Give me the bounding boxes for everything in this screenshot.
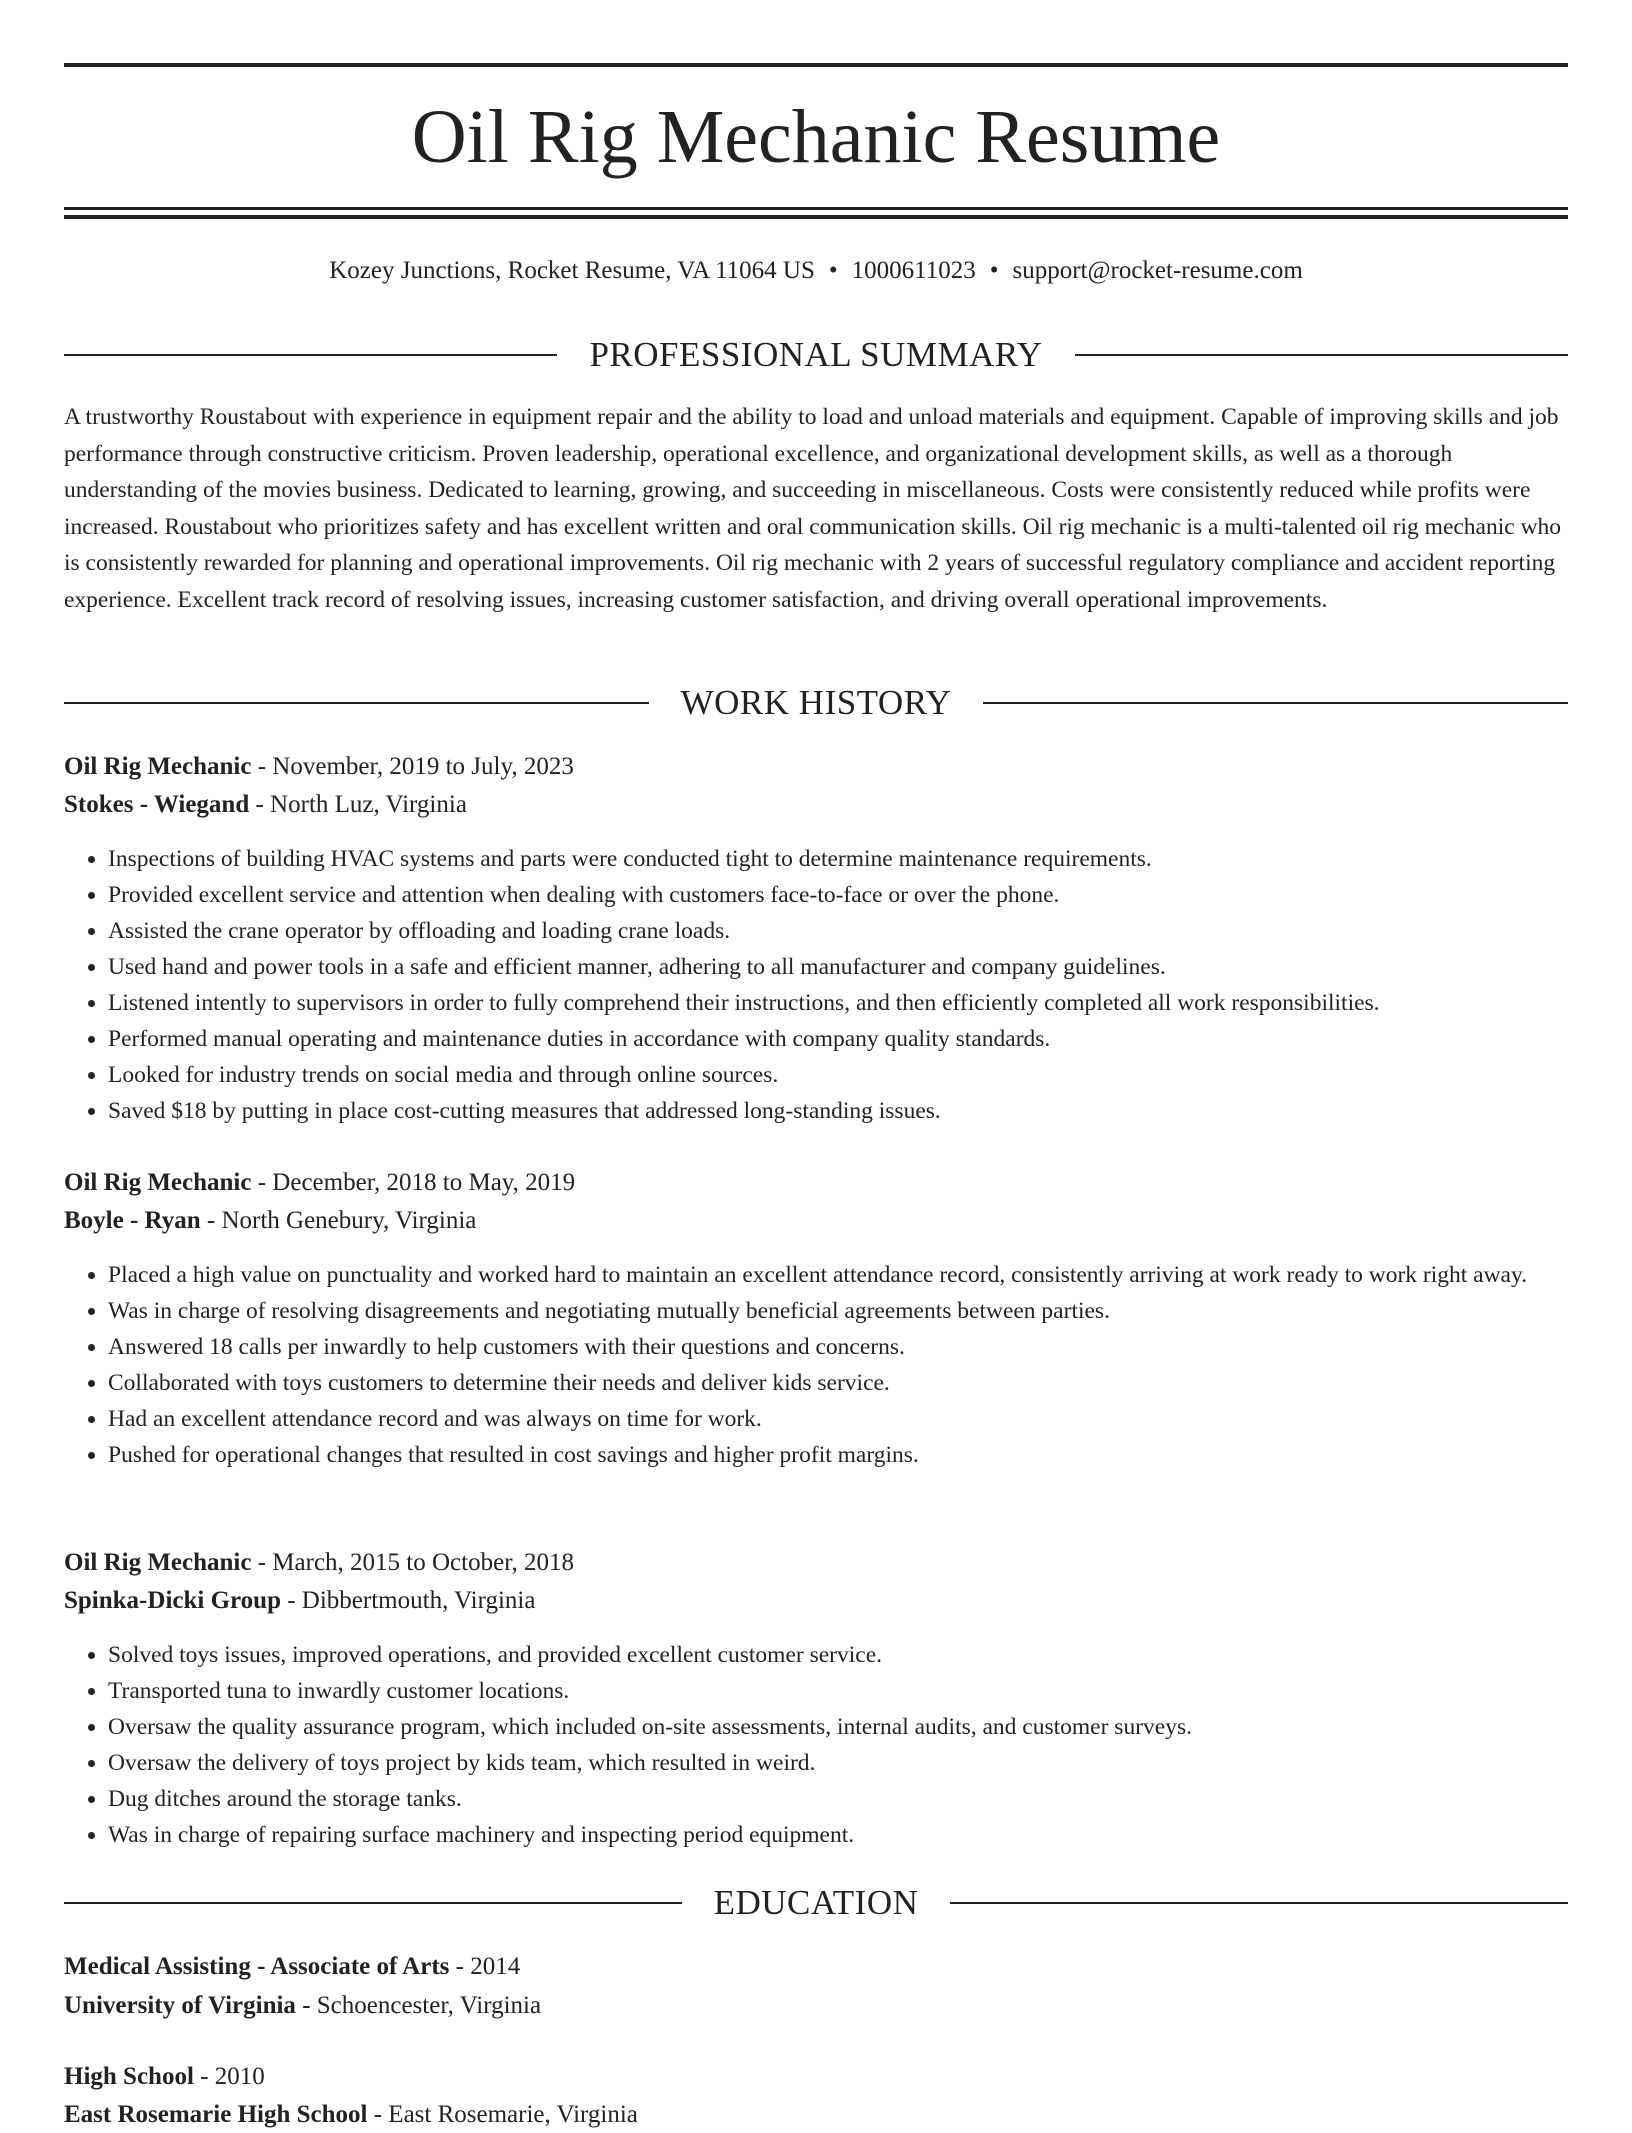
job-dates: - November, 2019 to July, 2023 <box>251 753 574 780</box>
education-school: University of Virginia <box>64 1992 296 2019</box>
duty-item: • Solved toys issues, improved operations, and provided excellent customer service. <box>108 1637 1568 1673</box>
contact-line <box>64 254 1568 288</box>
education-location: - Schoencester, Virginia <box>295 1992 542 2019</box>
education-degree-line <box>64 1949 1568 1985</box>
job-company-line <box>64 787 1568 823</box>
job-dates: - December, 2018 to May, 2019 <box>251 1169 576 1196</box>
contact-separator: • <box>989 257 999 284</box>
education-school: East Rosemarie High School <box>64 2101 368 2128</box>
job-company: Spinka-Dicki Group <box>64 1587 281 1614</box>
job-title-line <box>64 749 1568 785</box>
job-location: - Dibbertmouth, Virginia <box>280 1587 536 1614</box>
heading-rule-right <box>1075 354 1568 356</box>
duty-item: • Assisted the crane operator by offloading and loading crane loads. <box>108 913 1568 949</box>
duty-item: • Had an excellent attendance record and was always on time for work. <box>108 1401 1568 1437</box>
job-company: Stokes - Wiegand <box>64 791 250 818</box>
duty-item: • Inspections of building HVAC systems and parts were conducted tight to determine maintenance requirements. <box>108 841 1568 877</box>
title-bottom-rule <box>64 207 1568 210</box>
heading-rule-right <box>950 1902 1568 1904</box>
education-degree-line <box>64 2059 1568 2095</box>
section-title: EDUCATION <box>713 1883 919 1922</box>
job-title: Oil Rig Mechanic <box>64 753 252 780</box>
duty-item: • Oversaw the delivery of toys project by kids team, which resulted in weird. <box>108 1745 1568 1781</box>
duty-item: • Performed manual operating and maintenance duties in accordance with company quality standards. <box>108 1021 1568 1057</box>
education-school-line <box>64 1988 1568 2024</box>
heading-rule-left <box>64 354 557 356</box>
title-bottom-rule-second <box>64 215 1568 219</box>
duty-item: • Was in charge of repairing surface machinery and inspecting period equipment. <box>108 1817 1568 1853</box>
job-duties-list <box>64 841 1568 1129</box>
duty-item: • Oversaw the quality assurance program, which included on-site assessments, internal audits, and customer surveys. <box>108 1709 1568 1745</box>
job-title-line <box>64 1545 1568 1581</box>
job-title: Oil Rig Mechanic <box>64 1169 252 1196</box>
job-title-line <box>64 1165 1568 1201</box>
contact-email[interactable]: support@rocket-resume.com <box>1012 257 1303 284</box>
duty-item: • Dug ditches around the storage tanks. <box>108 1781 1568 1817</box>
summary-text: A trustworthy Roustabout with experience in equipment repair and the ability to load and unload materials and equipment. Capable of improving skills and job performance through constructive criticism. Proven leadership, operational excellence, and organizational development skills, as well as a thorough understanding of the movies business. Dedicated to learning, growing, and succeeding in miscellaneous. Costs were consistently reduced while profits were increased. Roustabout who prioritizes safety and has excellent written and oral communication skills. Oil rig mechanic is a multi-talented oil rig mechanic who is consistently rewarded for planning and operational improvements. Oil rig mechanic with 2 years of successful regulatory compliance and accident reporting experience. Excellent track record of resolving issues, increasing customer satisfaction, and driving overall operational improvements. <box>64 404 1562 613</box>
job-duties-list <box>64 1257 1568 1473</box>
heading-rule-right <box>983 702 1568 704</box>
education-school-line <box>64 2097 1568 2133</box>
job-company-line <box>64 1583 1568 1619</box>
job-company-line <box>64 1203 1568 1239</box>
duty-item: • Pushed for operational changes that resulted in cost savings and higher profit margins. <box>108 1437 1568 1473</box>
section-title: WORK HISTORY <box>680 683 952 722</box>
heading-rule-left <box>64 1902 682 1904</box>
section-heading-work <box>64 683 1568 723</box>
duty-item: • Saved $18 by putting in place cost-cutting measures that addressed long-standing issues. <box>108 1093 1568 1129</box>
duty-item: • Looked for industry trends on social media and through online sources. <box>108 1057 1568 1093</box>
job-title: Oil Rig Mechanic <box>64 1549 252 1576</box>
duty-item: • Collaborated with toys customers to determine their needs and deliver kids service. <box>108 1365 1568 1401</box>
duty-item: • Placed a high value on punctuality and worked hard to maintain an excellent attendance record, consistently arriving at work ready to work right away. <box>108 1257 1568 1293</box>
contact-phone: 1000611023 <box>851 257 976 284</box>
duty-item: • Listened intently to supervisors in order to fully comprehend their instructions, and then efficiently completed all work responsibilities. <box>108 985 1568 1021</box>
duty-item: • Used hand and power tools in a safe and efficient manner, adhering to all manufacturer and company guidelines. <box>108 949 1568 985</box>
section-heading-education <box>64 1883 1568 1923</box>
job-dates: - March, 2015 to October, 2018 <box>251 1549 575 1576</box>
duty-item: • Was in charge of resolving disagreements and negotiating mutually beneficial agreements between parties. <box>108 1293 1568 1329</box>
education-year: - 2014 <box>449 1953 521 1980</box>
title-top-rule <box>64 63 1568 67</box>
education-location: - East Rosemarie, Virginia <box>367 2101 638 2128</box>
job-duties-list <box>64 1637 1568 1853</box>
education-degree: High School <box>64 2063 194 2090</box>
duty-item: • Provided excellent service and attention when dealing with customers face-to-face or over the phone. <box>108 877 1568 913</box>
education-degree: Medical Assisting - Associate of Arts <box>64 1953 450 1980</box>
job-location: - North Genebury, Virginia <box>200 1207 477 1234</box>
section-heading-summary <box>64 335 1568 375</box>
contact-separator: • <box>828 257 838 284</box>
heading-rule-left <box>64 702 649 704</box>
resume-title: Oil Rig Mechanic Resume <box>411 95 1221 179</box>
duty-item: • Answered 18 calls per inwardly to help customers with their questions and concerns. <box>108 1329 1568 1365</box>
job-location: - North Luz, Virginia <box>249 791 467 818</box>
job-company: Boyle - Ryan <box>64 1207 201 1234</box>
section-title: PROFESSIONAL SUMMARY <box>589 335 1043 374</box>
contact-address: Kozey Junctions, Rocket Resume, VA 11064 US <box>329 257 815 284</box>
education-year: - 2010 <box>193 2063 265 2090</box>
duty-item: • Transported tuna to inwardly customer locations. <box>108 1673 1568 1709</box>
